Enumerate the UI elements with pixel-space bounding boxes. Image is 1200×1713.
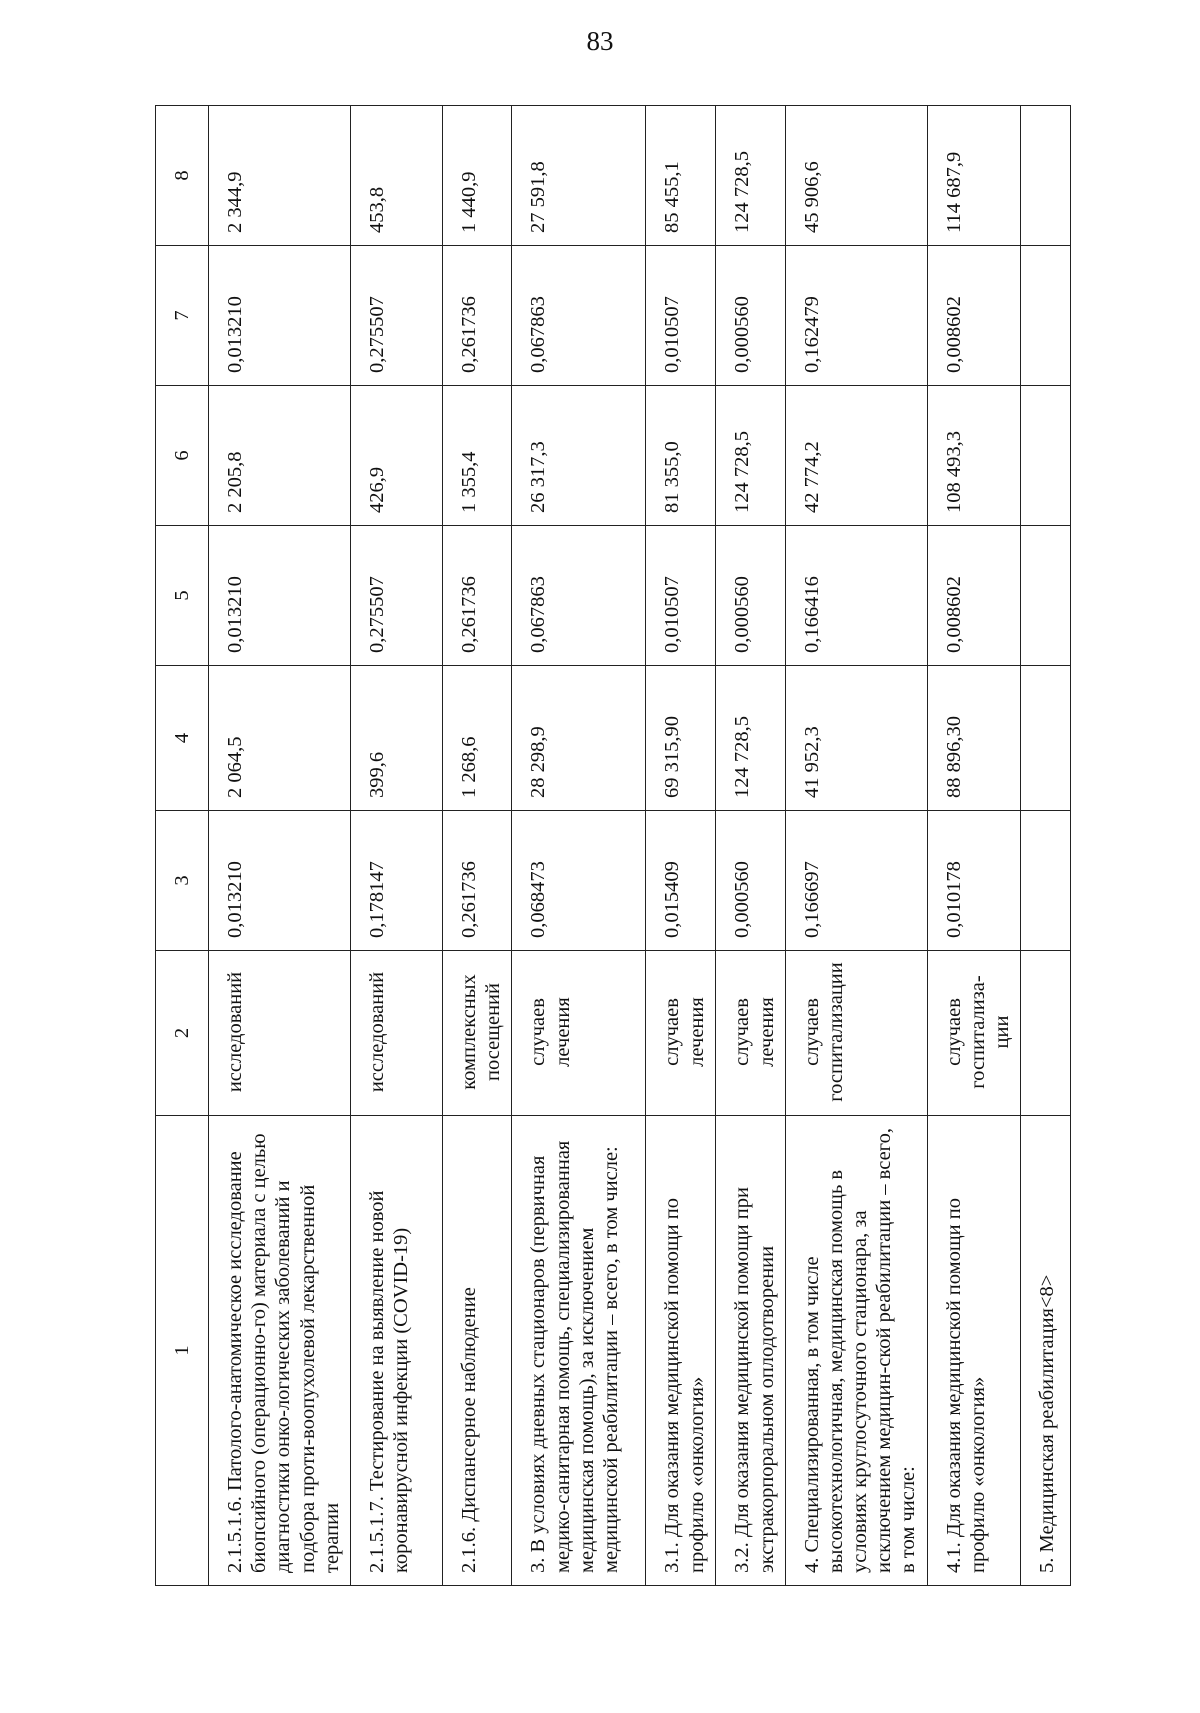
row-unit: случаев госпитализации bbox=[785, 951, 927, 1116]
table-cell: 85 455,1 bbox=[646, 106, 716, 246]
table-cell: 0,166697 bbox=[785, 811, 927, 951]
table-cell: 0,261736 bbox=[442, 526, 511, 666]
table-row bbox=[442, 106, 511, 1586]
tariff-table bbox=[155, 105, 1071, 1586]
row-unit: случаев лечения bbox=[716, 951, 785, 1116]
table-cell: 124 728,5 bbox=[716, 106, 785, 246]
table-cell: 88 896,30 bbox=[927, 666, 1021, 811]
column-header: 5 bbox=[156, 526, 209, 666]
table-cell: 69 315,90 bbox=[646, 666, 716, 811]
table-row bbox=[350, 106, 442, 1586]
table-cell: 0,000560 bbox=[716, 526, 785, 666]
table-cell: 0,000560 bbox=[716, 246, 785, 386]
table-cell: 108 493,3 bbox=[927, 386, 1021, 526]
table-cell: 0,275507 bbox=[350, 246, 442, 386]
table-cell: 0,068473 bbox=[512, 811, 646, 951]
table-cell: 0,013210 bbox=[209, 526, 351, 666]
table-row bbox=[646, 106, 716, 1586]
column-header: 7 bbox=[156, 246, 209, 386]
row-label: 2.1.5.1.7. Тестирование на выявление новой коронавирусной инфекции (COVID-19) bbox=[350, 1116, 442, 1586]
table-cell: 114 687,9 bbox=[927, 106, 1021, 246]
table-cell: 0,010178 bbox=[927, 811, 1021, 951]
table-row bbox=[927, 106, 1021, 1586]
table-cell bbox=[1021, 526, 1071, 666]
row-label: 4. Специализированная, в том числе высокотехнологичная, медицинская помощь в условиях круглосуточного стационара, за исключением медицин-ской реабилитации – всего, в том числе: bbox=[785, 1116, 927, 1586]
table-cell: 0,162479 bbox=[785, 246, 927, 386]
rotated-table-container bbox=[155, 106, 1059, 1586]
page-number: 83 bbox=[586, 26, 614, 56]
table-cell: 124 728,5 bbox=[716, 666, 785, 811]
row-unit: исследований bbox=[209, 951, 351, 1116]
table-cell: 42 774,2 bbox=[785, 386, 927, 526]
table-cell bbox=[1021, 666, 1071, 811]
table-row bbox=[209, 106, 351, 1586]
table-cell: 2 205,8 bbox=[209, 386, 351, 526]
table-cell: 0,013210 bbox=[209, 246, 351, 386]
table-row bbox=[785, 106, 927, 1586]
table-cell: 1 440,9 bbox=[442, 106, 511, 246]
row-unit: случаев госпитализа-ции bbox=[927, 951, 1021, 1116]
table-cell: 0,013210 bbox=[209, 811, 351, 951]
table-cell bbox=[1021, 246, 1071, 386]
column-header: 2 bbox=[156, 951, 209, 1116]
table-cell: 0,008602 bbox=[927, 526, 1021, 666]
row-label: 3.1. Для оказания медицинской помощи по профилю «онкология» bbox=[646, 1116, 716, 1586]
row-unit: исследований bbox=[350, 951, 442, 1116]
table-cell: 26 317,3 bbox=[512, 386, 646, 526]
table-cell: 28 298,9 bbox=[512, 666, 646, 811]
table-cell: 426,9 bbox=[350, 386, 442, 526]
table-cell: 81 355,0 bbox=[646, 386, 716, 526]
table-cell: 0,008602 bbox=[927, 246, 1021, 386]
column-header: 4 bbox=[156, 666, 209, 811]
table-cell: 0,178147 bbox=[350, 811, 442, 951]
table-cell: 41 952,3 bbox=[785, 666, 927, 811]
table-cell: 0,166416 bbox=[785, 526, 927, 666]
row-label: 4.1. Для оказания медицинской помощи по профилю «онкология» bbox=[927, 1116, 1021, 1586]
table-cell: 45 906,6 bbox=[785, 106, 927, 246]
table-row bbox=[512, 106, 646, 1586]
row-unit bbox=[1021, 951, 1071, 1116]
row-label: 3.2. Для оказания медицинской помощи при экстракорпоральном оплодотворении bbox=[716, 1116, 785, 1586]
table-cell: 0,261736 bbox=[442, 246, 511, 386]
table-header-row bbox=[156, 106, 209, 1586]
row-unit: комплексных посещений bbox=[442, 951, 511, 1116]
column-header: 1 bbox=[156, 1116, 209, 1586]
table-cell: 27 591,8 bbox=[512, 106, 646, 246]
row-unit: случаев лечения bbox=[512, 951, 646, 1116]
table-row bbox=[716, 106, 785, 1586]
row-label: 3. В условиях дневных стационаров (первичная медико-санитарная помощь, специализированная медицинская помощь), за исключением медицинской реабилитации – всего, в том числе: bbox=[512, 1116, 646, 1586]
table-cell: 0,000560 bbox=[716, 811, 785, 951]
table-cell: 0,010507 bbox=[646, 526, 716, 666]
table-cell: 399,6 bbox=[350, 666, 442, 811]
table-cell: 0,010507 bbox=[646, 246, 716, 386]
row-label: 5. Медицинская реабилитация<8> bbox=[1021, 1116, 1071, 1586]
column-header: 6 bbox=[156, 386, 209, 526]
table-cell bbox=[1021, 811, 1071, 951]
row-label: 2.1.6. Диспансерное наблюдение bbox=[442, 1116, 511, 1586]
table-cell: 2 344,9 bbox=[209, 106, 351, 246]
table-cell: 0,261736 bbox=[442, 811, 511, 951]
table-cell: 0,067863 bbox=[512, 526, 646, 666]
column-header: 3 bbox=[156, 811, 209, 951]
table-cell: 0,067863 bbox=[512, 246, 646, 386]
table-cell: 1 355,4 bbox=[442, 386, 511, 526]
table-cell: 1 268,6 bbox=[442, 666, 511, 811]
column-header: 8 bbox=[156, 106, 209, 246]
row-label: 2.1.5.1.6. Патолого-анатомическое исследование биопсийного (операционно-го) материала с целью диагностики онко-логических заболеваний и подбора проти-воопухолевой лекарственной терапии bbox=[209, 1116, 351, 1586]
table-cell: 0,275507 bbox=[350, 526, 442, 666]
table-cell: 124 728,5 bbox=[716, 386, 785, 526]
table-cell bbox=[1021, 106, 1071, 246]
table-row bbox=[1021, 106, 1071, 1586]
table-cell bbox=[1021, 386, 1071, 526]
row-unit: случаев лечения bbox=[646, 951, 716, 1116]
table-cell: 2 064,5 bbox=[209, 666, 351, 811]
table-cell: 453,8 bbox=[350, 106, 442, 246]
table-cell: 0,015409 bbox=[646, 811, 716, 951]
